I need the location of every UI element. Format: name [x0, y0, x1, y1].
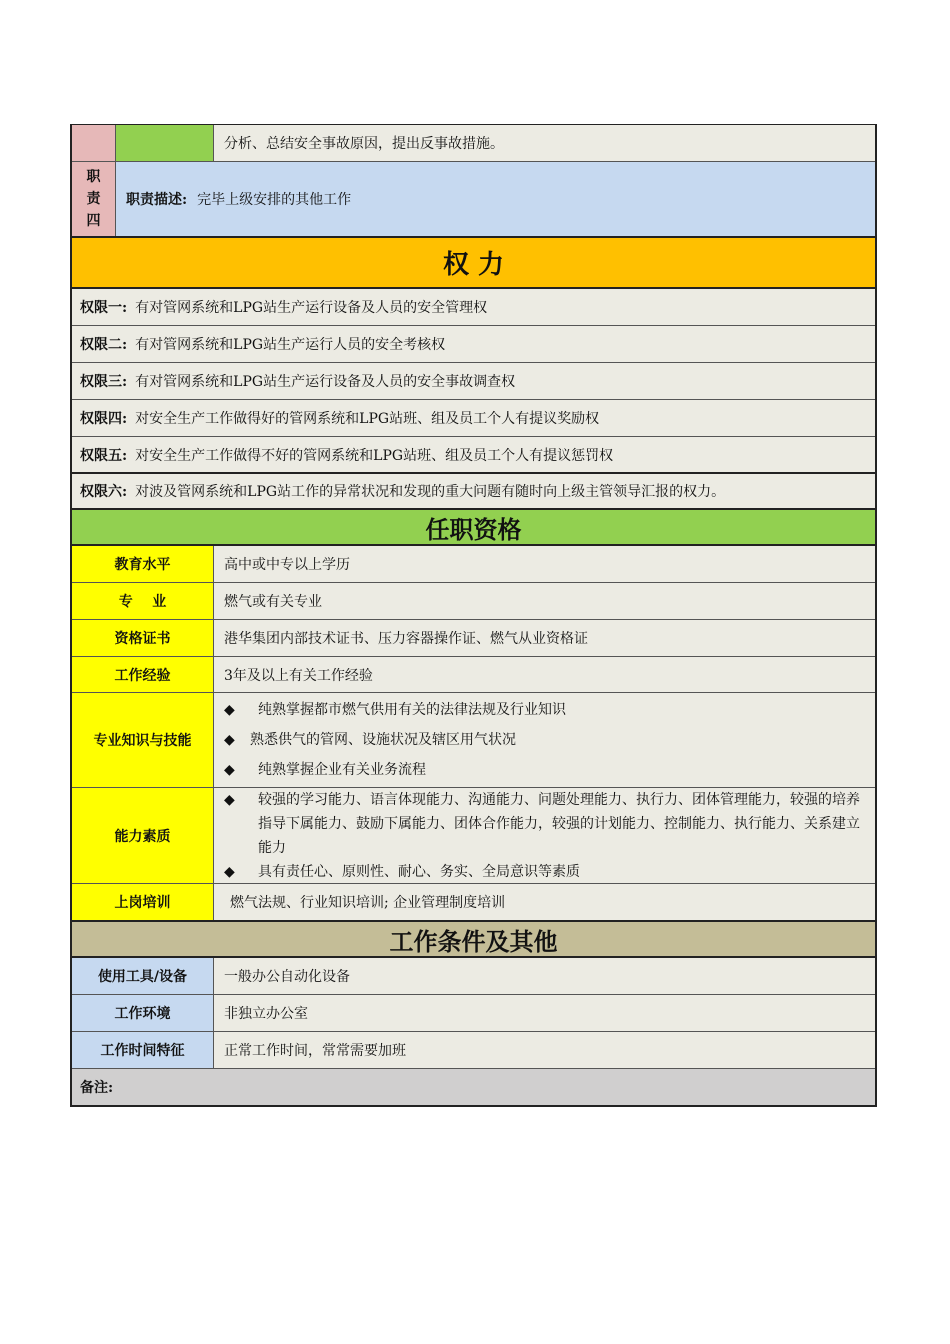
bullet-diamond-icon: ◆ — [224, 791, 235, 808]
knowledge-item-text: 纯熟掌握都市燃气供用有关的法律法规及行业知识 — [258, 702, 566, 718]
major-row — [72, 583, 875, 620]
job-description-sheet — [70, 124, 877, 1107]
authority-text: 对安全生产工作做得好的管网系统和LPG站班、组及员工个人有提议奖励权 — [135, 411, 600, 427]
environment-label: 工作环境 — [72, 995, 214, 1031]
knowledge-item — [224, 725, 522, 755]
authority-item — [72, 363, 875, 399]
authority-row — [72, 289, 875, 326]
hours-row — [72, 1032, 875, 1069]
authority-item — [72, 400, 875, 436]
ability-label: 能力素质 — [72, 788, 214, 883]
conditions-title: 工作条件及其他 — [72, 922, 875, 956]
ability-row — [72, 788, 875, 884]
knowledge-item-text: 纯熟掌握企业有关业务流程 — [258, 762, 426, 778]
certificate-value: 港华集团内部技术证书、压力容器操作证、燃气从业资格证 — [214, 620, 875, 656]
authority-row — [72, 326, 875, 363]
remark-row — [72, 1069, 875, 1105]
qualification-title: 任职资格 — [72, 510, 875, 544]
authority-label: 权限三: — [80, 374, 128, 390]
authority-label: 权限二: — [80, 337, 128, 353]
ability-item — [224, 788, 875, 860]
duty4-side-char: 责 — [86, 191, 101, 207]
ability-item-text: 具有责任心、原则性、耐心、务实、全局意识等素质 — [258, 863, 580, 880]
education-value: 高中或中专以上学历 — [214, 546, 875, 582]
bullet-diamond-icon: ◆ — [224, 863, 235, 880]
ability-item — [224, 860, 586, 884]
authority-item — [72, 326, 875, 362]
duty-color-cell — [116, 125, 214, 161]
knowledge-item — [224, 755, 432, 785]
major-value: 燃气或有关专业 — [214, 583, 875, 619]
environment-value: 非独立办公室 — [214, 995, 875, 1031]
duty4-desc-text: 完毕上级安排的其他工作 — [197, 192, 352, 208]
authority-header-row — [72, 238, 875, 289]
tools-row — [72, 958, 875, 995]
hours-label: 工作时间特征 — [72, 1032, 214, 1068]
certificate-label: 资格证书 — [72, 620, 214, 656]
tools-value: 一般办公自动化设备 — [214, 958, 875, 994]
environment-row — [72, 995, 875, 1032]
duty-continuation-text: 分析、总结安全事故原因，提出反事故措施。 — [214, 125, 875, 161]
major-label: 专 业 — [72, 583, 214, 619]
authority-text: 有对管网系统和LPG站生产运行人员的安全考核权 — [135, 337, 446, 353]
knowledge-item — [224, 695, 572, 725]
authority-title: 权 力 — [72, 238, 875, 287]
duty4-description — [116, 162, 875, 236]
duty-continuation-row — [72, 125, 875, 162]
authority-text: 对安全生产工作做得不好的管网系统和LPG站班、组及员工个人有提议惩罚权 — [135, 447, 614, 464]
conditions-header-row — [72, 922, 875, 958]
bullet-diamond-icon: ◆ — [224, 762, 235, 778]
certificate-row — [72, 620, 875, 657]
knowledge-row — [72, 693, 875, 788]
training-label: 上岗培训 — [72, 884, 214, 920]
authority-item — [72, 437, 875, 472]
authority-text: 对波及管网系统和LPG站工作的异常状况和发现的重大问题有随时向上级主管领导汇报的权力。 — [135, 484, 726, 500]
experience-value: 3年及以上有关工作经验 — [214, 657, 875, 692]
authority-row — [72, 400, 875, 437]
experience-label: 工作经验 — [72, 657, 214, 692]
authority-row — [72, 474, 875, 510]
authority-row — [72, 437, 875, 474]
experience-row — [72, 657, 875, 693]
education-label: 教育水平 — [72, 546, 214, 582]
qualification-header-row — [72, 510, 875, 546]
duty4-row — [72, 162, 875, 238]
duty-side-cell — [72, 125, 116, 161]
duty4-side-label — [72, 162, 116, 236]
authority-item — [72, 474, 875, 508]
remark-label: 备注: — [72, 1069, 875, 1105]
training-value: 燃气法规、行业知识培训; 企业管理制度培训 — [214, 884, 875, 920]
duty4-side-char: 职 — [86, 169, 101, 185]
education-row — [72, 546, 875, 583]
authority-label: 权限一: — [80, 300, 128, 316]
knowledge-label: 专业知识与技能 — [72, 693, 214, 787]
ability-item-text: 较强的学习能力、语言体现能力、沟通能力、问题处理能力、执行力、团体管理能力，较强的培养指导下属能力、鼓励下属能力、团体合作能力，较强的计划能力、控制能力、执行能力、关系建立能力 — [258, 791, 860, 856]
authority-item — [72, 289, 875, 325]
hours-value: 正常工作时间，常常需要加班 — [214, 1032, 875, 1068]
bullet-diamond-icon: ◆ — [224, 702, 235, 718]
authority-label: 权限六: — [80, 484, 128, 500]
authority-text: 有对管网系统和LPG站生产运行设备及人员的安全管理权 — [135, 300, 488, 316]
knowledge-item-text: 熟悉供气的管网、设施状况及辖区用气状况 — [250, 732, 516, 748]
ability-list — [214, 788, 875, 883]
training-row — [72, 884, 875, 922]
tools-label: 使用工具/设备 — [72, 958, 214, 994]
duty4-side-char: 四 — [86, 213, 101, 229]
knowledge-list — [214, 693, 875, 787]
bullet-diamond-icon: ◆ — [224, 732, 235, 748]
duty4-desc-label: 职责描述: — [126, 192, 188, 208]
authority-row — [72, 363, 875, 400]
authority-text: 有对管网系统和LPG站生产运行设备及人员的安全事故调查权 — [135, 374, 516, 390]
authority-label: 权限四: — [80, 411, 128, 427]
authority-label: 权限五: — [80, 447, 128, 464]
